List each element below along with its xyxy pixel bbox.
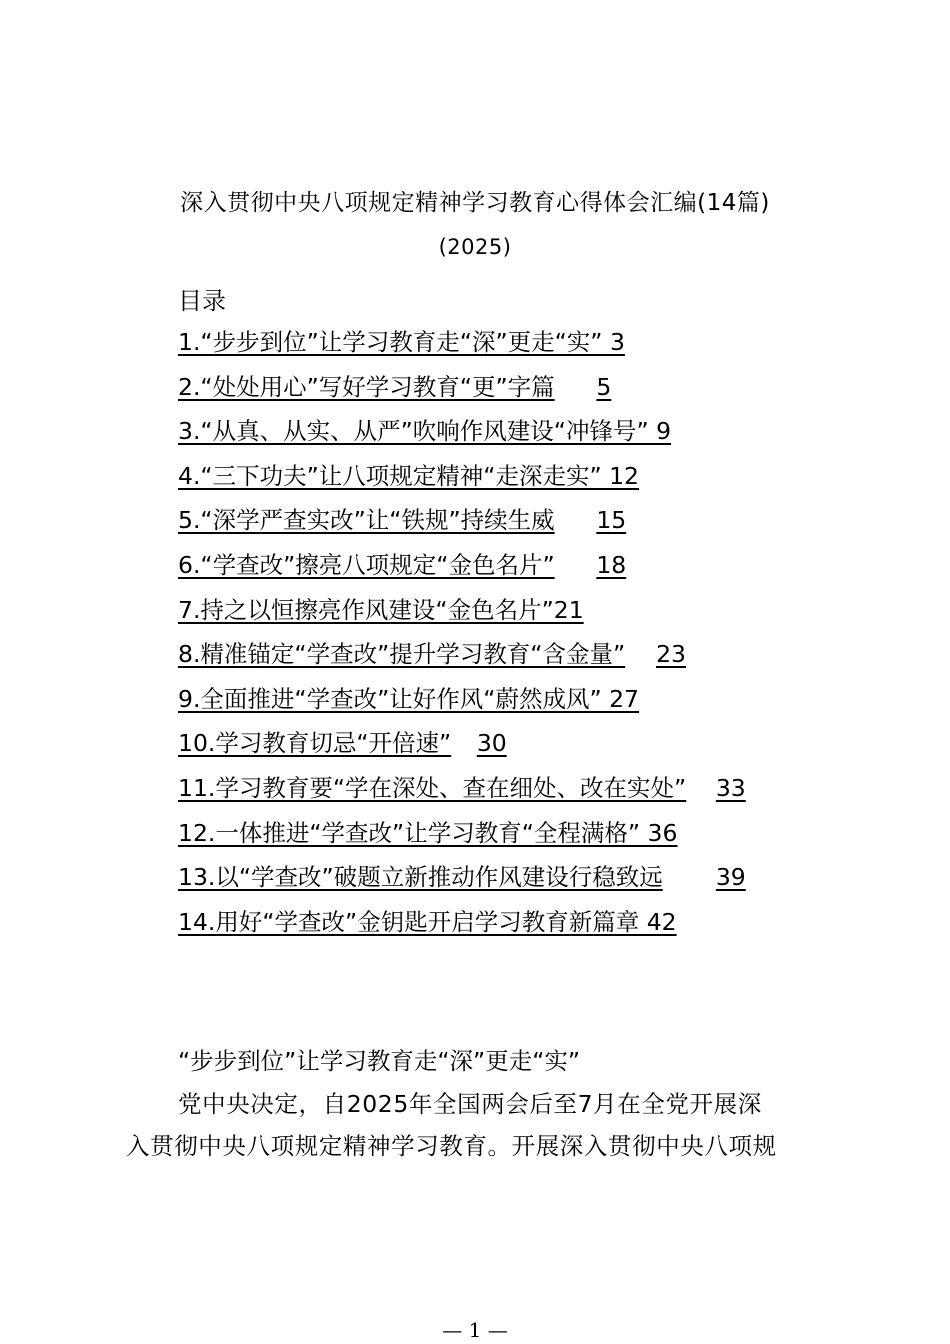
toc-item bbox=[178, 549, 746, 594]
toc-link-9[interactable]: 9.全面推进“学查改”让好作风“蔚然成风” 27 bbox=[178, 684, 639, 713]
toc-link-1[interactable]: 1.“步步到位”让学习教育走“深”更走“实” 3 bbox=[178, 328, 625, 356]
toc-item bbox=[178, 460, 746, 505]
toc-item bbox=[178, 594, 746, 639]
toc-link-4[interactable]: 4.“三下功夫”让八项规定精神“走深走实” 12 bbox=[178, 461, 639, 490]
toc-link-10[interactable]: 10.学习教育切忌“开倍速” 30 bbox=[178, 729, 507, 758]
toc-link-12[interactable]: 12.一体推进“学查改”让学习教育“全程满格” 36 bbox=[178, 818, 678, 847]
toc-link-3[interactable]: 3.“从真、从实、从严”吹响作风建设“冲锋号” 9 bbox=[178, 417, 672, 446]
toc-link-8[interactable]: 8.精准锚定“学查改”提升学习教育“含金量” 23 bbox=[178, 640, 686, 669]
toc-link-13[interactable]: 13.以“学查改”破题立新推动作风建设行稳致远 39 bbox=[178, 863, 746, 892]
toc-item bbox=[178, 817, 746, 862]
toc-item bbox=[178, 683, 746, 728]
toc-item bbox=[178, 504, 746, 549]
toc-item bbox=[178, 861, 746, 906]
paragraph-line: 入贯彻中央八项规定精神学习教育。开展深入贯彻中央八项规 bbox=[126, 1132, 777, 1160]
toc-item bbox=[178, 638, 746, 683]
toc-item bbox=[178, 906, 746, 951]
toc-link-5[interactable]: 5.“深学严查实改”让“铁规”持续生威 15 bbox=[178, 506, 627, 535]
paragraph-line: 党中央决定，自2025年全国两会后至7月在全党开展深 bbox=[178, 1090, 762, 1118]
toc-link-11[interactable]: 11.学习教育要“学在深处、查在细处、改在实处” 33 bbox=[178, 773, 746, 802]
toc-link-14[interactable]: 14.用好“学查改”金钥匙开启学习教育新篇章 42 bbox=[178, 907, 677, 936]
document-title: 深入贯彻中央八项规定精神学习教育心得体会汇编(14篇) bbox=[180, 190, 770, 216]
section-heading: “步步到位”让学习教育走“深”更走“实” bbox=[178, 1047, 581, 1075]
table-of-contents bbox=[178, 326, 746, 950]
page-number: — 1 — bbox=[442, 1318, 508, 1342]
toc-item bbox=[178, 727, 746, 772]
toc-item bbox=[178, 371, 746, 416]
toc-heading: 目录 bbox=[178, 287, 226, 315]
toc-item bbox=[178, 415, 746, 460]
toc-link-2[interactable]: 2.“处处用心”写好学习教育“更”字篇 5 bbox=[178, 372, 612, 401]
toc-item bbox=[178, 772, 746, 817]
toc-item bbox=[178, 326, 746, 371]
toc-link-6[interactable]: 6.“学查改”擦亮八项规定“金色名片” 18 bbox=[178, 550, 627, 579]
document-subtitle-year: (2025) bbox=[438, 235, 512, 259]
toc-link-7[interactable]: 7.持之以恒擦亮作风建设“金色名片”21 bbox=[178, 595, 584, 624]
